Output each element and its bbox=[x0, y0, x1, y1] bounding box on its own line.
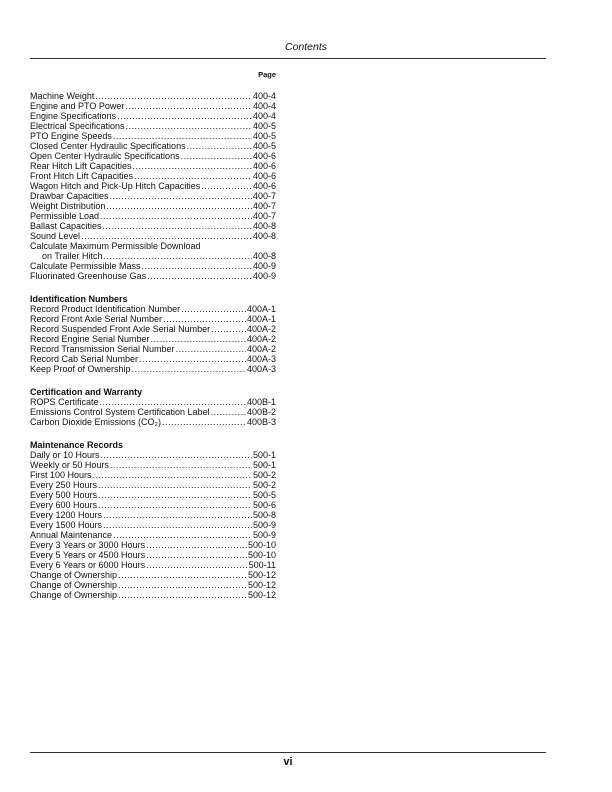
toc-entry-title: Change of Ownership bbox=[30, 590, 118, 600]
dot-leader bbox=[100, 211, 252, 221]
dot-leader bbox=[104, 251, 252, 261]
toc-entry bbox=[30, 251, 276, 261]
toc-entry bbox=[30, 470, 276, 480]
toc-entry bbox=[30, 530, 276, 540]
toc-entry-page: 500-1 bbox=[252, 450, 276, 460]
toc-entry bbox=[30, 480, 276, 490]
toc-entry-title: Every 6 Years or 6000 Hours bbox=[30, 560, 146, 570]
dot-leader bbox=[118, 580, 247, 590]
toc-entry bbox=[30, 231, 276, 241]
toc-entry-page: 400-4 bbox=[252, 101, 276, 111]
dot-leader bbox=[113, 131, 252, 141]
dot-leader bbox=[110, 191, 252, 201]
page-column-label: Page bbox=[258, 70, 276, 79]
dot-leader bbox=[176, 344, 246, 354]
dot-leader bbox=[132, 364, 246, 374]
dot-leader bbox=[146, 540, 247, 550]
dot-leader bbox=[103, 510, 252, 520]
toc-entry-page: 400-4 bbox=[252, 111, 276, 121]
toc-entry-title: Electrical Specifications bbox=[30, 121, 125, 131]
toc-entry-page: 400-6 bbox=[252, 151, 276, 161]
toc-entry-page: 400-7 bbox=[252, 211, 276, 221]
footer-divider bbox=[30, 752, 546, 753]
toc-entry-title: Front Hitch Lift Capacities bbox=[30, 171, 134, 181]
toc-entry bbox=[30, 397, 276, 407]
toc-entry-title: Open Center Hydraulic Specifications bbox=[30, 151, 180, 161]
toc-entry bbox=[30, 191, 276, 201]
toc-entry bbox=[30, 460, 276, 470]
dot-leader bbox=[98, 490, 252, 500]
toc-entry-title: Record Cab Serial Number bbox=[30, 354, 139, 364]
toc-entry-page: 400-6 bbox=[252, 171, 276, 181]
toc-entry bbox=[30, 510, 276, 520]
toc-entry-title: ROPS Certificate bbox=[30, 397, 99, 407]
dot-leader bbox=[118, 570, 247, 580]
toc-entry-page: 400-6 bbox=[252, 181, 276, 191]
dot-leader bbox=[146, 560, 248, 570]
toc-entry-title: Record Engine Serial Number bbox=[30, 334, 150, 344]
toc-entry-title: Every 1200 Hours bbox=[30, 510, 103, 520]
toc-entry bbox=[30, 520, 276, 530]
toc-entry-title: Permissible Load bbox=[30, 211, 100, 221]
dot-leader bbox=[181, 151, 252, 161]
toc-entry bbox=[30, 590, 276, 600]
toc-entry-title: Engine Specifications bbox=[30, 111, 117, 121]
toc-entry-page: 500-10 bbox=[247, 540, 276, 550]
toc-entry-page: 500-6 bbox=[252, 500, 276, 510]
toc-entry-page: 400A-1 bbox=[246, 314, 276, 324]
dot-leader bbox=[101, 450, 252, 460]
toc-entry-page: 500-8 bbox=[252, 510, 276, 520]
dot-leader bbox=[103, 520, 252, 530]
toc-entry bbox=[30, 490, 276, 500]
page-number-text: vi bbox=[283, 756, 293, 768]
dot-leader bbox=[106, 201, 252, 211]
toc-entry-page: 400A-3 bbox=[246, 364, 276, 374]
toc-entry bbox=[30, 101, 276, 111]
dot-leader bbox=[98, 480, 252, 490]
toc-entry-page: 400-9 bbox=[252, 261, 276, 271]
dot-leader bbox=[211, 324, 246, 334]
toc-entry-page: 400-9 bbox=[252, 271, 276, 281]
toc-entry bbox=[30, 111, 276, 121]
toc-entry-page: 400-6 bbox=[252, 161, 276, 171]
table-of-contents bbox=[30, 91, 276, 600]
toc-entry-title: Every 3 Years or 3000 Hours bbox=[30, 540, 146, 550]
toc-section bbox=[30, 387, 276, 427]
dot-leader bbox=[211, 407, 246, 417]
toc-section bbox=[30, 440, 276, 600]
toc-entry bbox=[30, 261, 276, 271]
toc-entry bbox=[30, 354, 276, 364]
toc-entry-page: 400-7 bbox=[252, 191, 276, 201]
dot-leader bbox=[95, 91, 252, 101]
section-heading: Identification Numbers bbox=[30, 294, 128, 304]
dot-leader bbox=[126, 121, 252, 131]
toc-entry-title: Engine and PTO Power bbox=[30, 101, 125, 111]
toc-entry-title: Record Suspended Front Axle Serial Number bbox=[30, 324, 211, 334]
toc-entry bbox=[30, 417, 276, 427]
toc-entry-page: 400A-1 bbox=[246, 304, 276, 314]
toc-entry bbox=[30, 171, 276, 181]
dot-leader bbox=[201, 181, 252, 191]
toc-entry bbox=[30, 500, 276, 510]
dot-leader bbox=[81, 231, 252, 241]
toc-entry bbox=[30, 271, 276, 281]
toc-entry-title: Record Front Axle Serial Number bbox=[30, 314, 163, 324]
toc-entry-page: 500-9 bbox=[252, 520, 276, 530]
toc-entry-title: Weekly or 50 Hours bbox=[30, 460, 109, 470]
toc-entry-title: Ballast Capacities bbox=[30, 221, 102, 231]
toc-entry bbox=[30, 304, 276, 314]
section-heading: Maintenance Records bbox=[30, 440, 124, 450]
dot-leader bbox=[139, 354, 246, 364]
toc-entry-page: 400A-3 bbox=[246, 354, 276, 364]
section-heading: Certification and Warranty bbox=[30, 387, 143, 397]
toc-entry bbox=[30, 181, 276, 191]
dot-leader bbox=[146, 550, 247, 560]
dot-leader bbox=[162, 417, 246, 427]
toc-entry-page: 500-12 bbox=[247, 570, 276, 580]
toc-entry bbox=[30, 364, 276, 374]
toc-entry bbox=[30, 540, 276, 550]
page-header-title: Contents bbox=[284, 41, 328, 53]
toc-entry-title: Drawbar Capacities bbox=[30, 191, 109, 201]
toc-entry-page: 500-11 bbox=[248, 560, 276, 570]
toc-entry-title: Keep Proof of Ownership bbox=[30, 364, 131, 374]
toc-entry bbox=[30, 407, 276, 417]
toc-entry-title: First 100 Hours bbox=[30, 470, 92, 480]
toc-entry-title: Every 250 Hours bbox=[30, 480, 98, 490]
toc-entry-title: Annual Maintenance bbox=[30, 530, 113, 540]
dot-leader bbox=[100, 397, 246, 407]
toc-entry bbox=[30, 550, 276, 560]
dot-leader bbox=[98, 500, 252, 510]
toc-entry-title: Fluorinated Greenhouse Gas bbox=[30, 271, 147, 281]
toc-entry-page: 400-4 bbox=[252, 91, 276, 101]
page-number bbox=[0, 756, 576, 768]
toc-entry-title: Daily or 10 Hours bbox=[30, 450, 100, 460]
toc-entry-page: 500-12 bbox=[247, 580, 276, 590]
toc-section bbox=[30, 91, 276, 281]
toc-entry bbox=[30, 241, 276, 251]
dot-leader bbox=[118, 590, 247, 600]
toc-entry-title: Every 500 Hours bbox=[30, 490, 98, 500]
toc-entry-page: 400A-2 bbox=[246, 344, 276, 354]
dot-leader bbox=[181, 304, 246, 314]
toc-entry bbox=[30, 91, 276, 101]
dot-leader bbox=[134, 171, 252, 181]
toc-entry bbox=[30, 201, 276, 211]
toc-entry-title: Record Product Identification Number bbox=[30, 304, 181, 314]
toc-entry-page: 500-2 bbox=[252, 480, 276, 490]
toc-entry bbox=[30, 324, 276, 334]
toc-entry-title: Closed Center Hydraulic Specifications bbox=[30, 141, 186, 151]
toc-entry-title: Machine Weight bbox=[30, 91, 95, 101]
toc-entry bbox=[30, 151, 276, 161]
toc-entry-page: 500-2 bbox=[252, 470, 276, 480]
toc-entry bbox=[30, 570, 276, 580]
dot-leader bbox=[125, 101, 252, 111]
toc-entry-page: 400A-2 bbox=[246, 334, 276, 344]
toc-entry-page: 500-9 bbox=[252, 530, 276, 540]
toc-entry-page: 400-5 bbox=[252, 121, 276, 131]
toc-section bbox=[30, 294, 276, 374]
toc-entry bbox=[30, 450, 276, 460]
dot-leader bbox=[117, 111, 252, 121]
toc-entry-title: Calculate Maximum Permissible Download bbox=[30, 241, 201, 251]
toc-entry-title: PTO Engine Speeds bbox=[30, 131, 112, 141]
toc-entry-page: 400B-1 bbox=[246, 397, 276, 407]
toc-entry-page: 400-8 bbox=[252, 251, 276, 261]
toc-entry-title: Change of Ownership bbox=[30, 580, 118, 590]
header-divider bbox=[30, 58, 546, 59]
toc-entry-page: 400B-2 bbox=[246, 407, 276, 417]
toc-entry-title: Change of Ownership bbox=[30, 570, 118, 580]
dot-leader bbox=[93, 470, 252, 480]
toc-entry-title: Every 600 Hours bbox=[30, 500, 98, 510]
toc-entry-title: Every 1500 Hours bbox=[30, 520, 103, 530]
toc-entry bbox=[30, 121, 276, 131]
toc-entry-title: Carbon Dioxide Emissions (CO₂) bbox=[30, 417, 162, 427]
toc-entry-title: Record Transmission Serial Number bbox=[30, 344, 175, 354]
toc-entry-title: on Trailer Hitch bbox=[42, 251, 103, 261]
toc-entry-title: Rear Hitch Lift Capacities bbox=[30, 161, 132, 171]
toc-entry bbox=[30, 211, 276, 221]
toc-entry bbox=[30, 344, 276, 354]
dot-leader bbox=[147, 271, 252, 281]
toc-entry-page: 400-7 bbox=[252, 201, 276, 211]
toc-entry-page: 500-10 bbox=[247, 550, 276, 560]
dot-leader bbox=[133, 161, 252, 171]
toc-entry bbox=[30, 334, 276, 344]
toc-entry-page: 400-5 bbox=[252, 141, 276, 151]
dot-leader bbox=[187, 141, 252, 151]
toc-entry-page: 500-1 bbox=[252, 460, 276, 470]
dot-leader bbox=[113, 530, 252, 540]
toc-entry-page: 400B-3 bbox=[246, 417, 276, 427]
toc-entry bbox=[30, 221, 276, 231]
dot-leader bbox=[110, 460, 252, 470]
toc-entry-title: Every 5 Years or 4500 Hours bbox=[30, 550, 146, 560]
toc-entry-page: 400A-2 bbox=[246, 324, 276, 334]
toc-entry bbox=[30, 560, 276, 570]
dot-leader bbox=[163, 314, 246, 324]
toc-entry bbox=[30, 141, 276, 151]
dot-leader bbox=[103, 221, 252, 231]
toc-entry-title: Emissions Control System Certification Label bbox=[30, 407, 210, 417]
dot-leader bbox=[151, 334, 246, 344]
toc-entry-page: 400-8 bbox=[252, 231, 276, 241]
toc-entry-page: 400-5 bbox=[252, 131, 276, 141]
toc-entry-title: Sound Level bbox=[30, 231, 81, 241]
dot-leader bbox=[142, 261, 252, 271]
toc-entry-page: 500-5 bbox=[252, 490, 276, 500]
toc-entry-page: 500-12 bbox=[247, 590, 276, 600]
toc-entry-page: 400-8 bbox=[252, 221, 276, 231]
toc-entry-title: Calculate Permissible Mass bbox=[30, 261, 141, 271]
toc-entry bbox=[30, 580, 276, 590]
toc-entry bbox=[30, 161, 276, 171]
toc-entry-title: Wagon Hitch and Pick-Up Hitch Capacities bbox=[30, 181, 201, 191]
toc-entry bbox=[30, 131, 276, 141]
toc-entry-title: Weight Distribution bbox=[30, 201, 106, 211]
toc-entry bbox=[30, 314, 276, 324]
